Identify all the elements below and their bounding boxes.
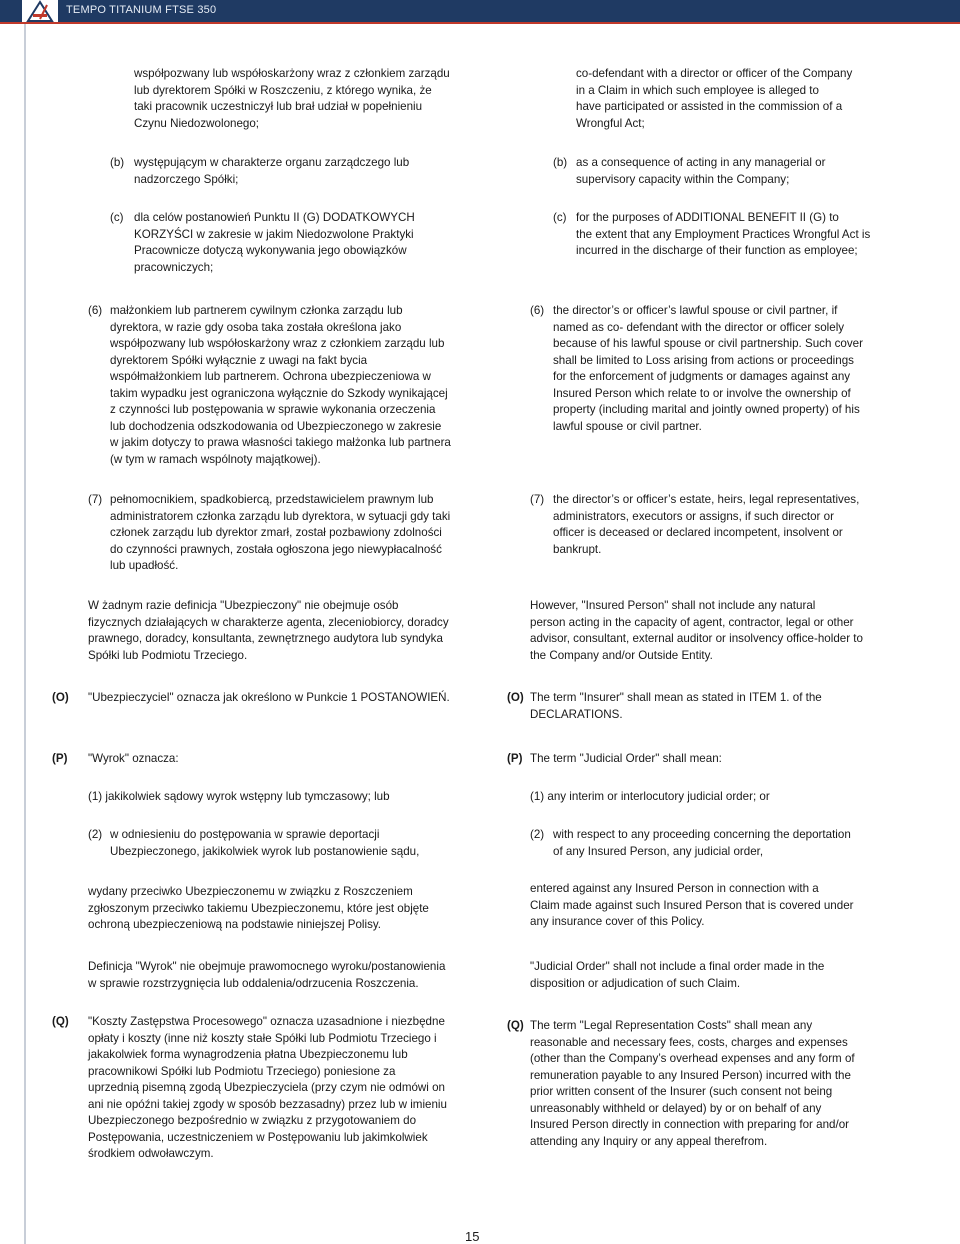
pl-clause-6: małżonkiem lub partnerem cywilnym członka zarządu lub dyrektora, w razie gdy osoba taka została określona jako współpozwany lub współoskarżony wraz z członkiem zarządu lub dyrektorem Spółki wyłącznie z uwagi na fakt bycia współmałżonkiem lub partnerem. Ochrona ubezpieczeniowa w takim wypadku jest ograniczona wyłącznie do Szkody wynikającej z czynności lub postępowania w sprawie wykonania orzeczenia lub dochodzenia odszkodowania od Ubezpieczonego w zakresie w jakim dotyczy to prawa własności takiego małżonka lub partnera (w tym w ramach wspólnoty majątkowej). [110,304,451,466]
en-employee-clause: co-defendant with a director or officer of the Company in a Claim in which such employee is alleged to have participated or assisted in the commission of a Wrongful Act; [576,67,853,130]
pl-section-q-marker: (Q) [52,1015,69,1028]
en-section-o-marker: (O) [507,691,524,704]
pl-clause-c: dla celów postanowień Punktu II (G) DODATKOWYCH KORZYŚCI w zakresie w jakim Niedozwolone Praktyki Pracownicze dotyczą wykonywania jego obowiązków pracowniczych; [134,211,415,274]
en-clause-7: the director’s or officer’s estate, heirs, legal representatives, administrators, executors or assigns, if such director or officer is deceased or declared incompetent, insolvent or bankrupt. [553,493,860,556]
margin-rule [24,24,26,1244]
en-order-item-2-number: (2) [530,828,545,841]
en-7-number: (7) [530,493,545,506]
en-clause-6: the director’s or officer’s lawful spouse or civil partner, if named as co- defendant with the director or officer solely because of his lawful spouse or civil partnership. Such cover shall be limited to Loss arising from actions or proceedings for the enforcement of judgments or damages against any Insured Person which relate to or involve the ownership of property (including marital and jointly owned property) of his lawful spouse or civil partner. [553,304,863,433]
en-definition-order: The term "Judicial Order" shall mean: [530,752,722,765]
en-clause-b: as a consequence of acting in any managerial or supervisory capacity within the Company; [576,156,826,186]
pl-section-p-marker: (P) [52,752,68,765]
metronome-logo-icon [22,0,58,22]
en-definition-costs: The term "Legal Representation Costs" shall mean any reasonable and necessary fees, costs, charges and expenses (other than the Company’s overhead expenses and any form of remuneration payable to any Insured Person) incurred with the prior written consent of the Insurer (such consent not being unreasonably withheld or delayed) by or on behalf of any Insured Person directly in connection with preparing for and/or attending any Inquiry or any appeal therefrom. [530,1019,855,1148]
pl-order-item-2-number: (2) [88,828,103,841]
en-section-q-marker: (Q) [507,1019,524,1032]
header-bar [0,0,960,24]
pl-order-item-1: (1) jakikolwiek sądowy wyrok wstępny lub tymczasowy; lub [88,790,390,803]
pl-issued-against: wydany przeciwko Ubezpieczonemu w związku z Roszczeniem zgłoszonym przeciwko takiemu Ubezpieczonemu, które jest objęte ochroną ubezpieczeniową na podstawie niniejszej Polisy. [88,885,429,931]
pl-6-number: (6) [88,304,103,317]
pl-b-number: (b) [110,156,125,169]
en-c-number: (c) [553,211,567,224]
en-order-item-1: (1) any interim or interlocutory judicial order; or [530,790,770,803]
en-order-item-2: with respect to any proceeding concerning the deportation of any Insured Person, any judicial order, [553,828,851,858]
pl-clause-7: pełnomocnikiem, spadkobiercą, przedstawicielem prawnym lub administratorem członka zarządu lub dyrektora, w sytuacji gdy taki członek zarządu lub dyrektor zmarł, został pozbawiony zdolności do czynności prawnych, została ogłoszona jego niewypłacalność lub upadłość. [110,493,451,572]
en-6-number: (6) [530,304,545,317]
en-section-p-marker: (P) [507,752,523,765]
pl-employee-clause: współpozwany lub współoskarżony wraz z członkiem zarządu lub dyrektorem Spółki w Roszczeniu, z którego wynika, że taki pracownik uczestniczył lub brał udział w popełnieniu Czynu Niedozwolonego; [134,67,450,130]
pl-exclusion-paragraph: W żadnym razie definicja "Ubezpieczony" nie obejmuje osób fizycznych działających w charakterze agenta, zleceniobiorcy, doradcy prawnego, doradcy, konsultanta, zewnętrznego audytora lub syndyka Spółki lub Podmiotu Trzeciego. [88,599,449,662]
document-title: TEMPO TITANIUM FTSE 350 [66,4,217,16]
pl-clause-b: występującym w charakterze organu zarządczego lub nadzorczego Spółki; [134,156,410,186]
en-b-number: (b) [553,156,568,169]
pl-order-exclusion: Definicja "Wyrok" nie obejmuje prawomocnego wyroku/postanowienia w sprawie rozstrzygnięcia lub oddalenia/odrzucenia Roszczenia. [88,960,446,990]
page-number: 15 [465,1229,480,1244]
pl-7-number: (7) [88,493,103,506]
en-clause-c: for the purposes of ADDITIONAL BENEFIT II (G) to the extent that any Employment Practices Wrongful Act is incurred in the discharge of their function as employee; [576,211,871,257]
pl-order-item-2: w odniesieniu do postępowania w sprawie deportacji Ubezpieczonego, jakikolwiek wyrok lub postanowienie sądu, [110,828,420,858]
en-definition-insurer: The term "Insurer" shall mean as stated in ITEM 1. of the DECLARATIONS. [530,691,822,721]
pl-c-number: (c) [110,211,124,224]
pl-definition-order: "Wyrok" oznacza: [88,752,179,765]
pl-section-o-marker: (O) [52,691,69,704]
en-order-exclusion: "Judicial Order" shall not include a final order made in the disposition or adjudication of such Claim. [530,960,825,990]
en-entered-against: entered against any Insured Person in connection with a Claim made against such Insured Person that is covered under any insurance cover of this Policy. [530,882,854,928]
pl-definition-insurer: "Ubezpieczyciel" oznacza jak określono w Punkcie 1 POSTANOWIEŃ. [88,691,450,704]
en-exclusion-paragraph: However, "Insured Person" shall not include any natural person acting in the capacity of agent, contractor, legal or other advisor, consultant, external auditor or insolvency office-holder to the Company and/or Outside Entity. [530,599,863,662]
pl-definition-costs: "Koszty Zastępstwa Procesowego" oznacza uzasadnione i niezbędne opłaty i koszty (inne niż koszty stałe Spółki lub Podmiotu Trzeciego i jakakolwiek forma wynagrodzenia płatna Ubezpieczonemu lub pracownikowi Spółki lub Podmiotu Trzeciego) poniesione za uprzednią pisemną zgodą Ubezpieczyciela (przy czym nie odmówi on ani nie opóźni takiej zgody w sposób bezzasadny) przez lub w imieniu Ubezpieczonego bezpośrednio w związku z przygotowaniem do Postępowania, uczestniczeniem w Postępowaniu lub jakimkolwiek środkiem odwoławczym. [88,1015,447,1160]
